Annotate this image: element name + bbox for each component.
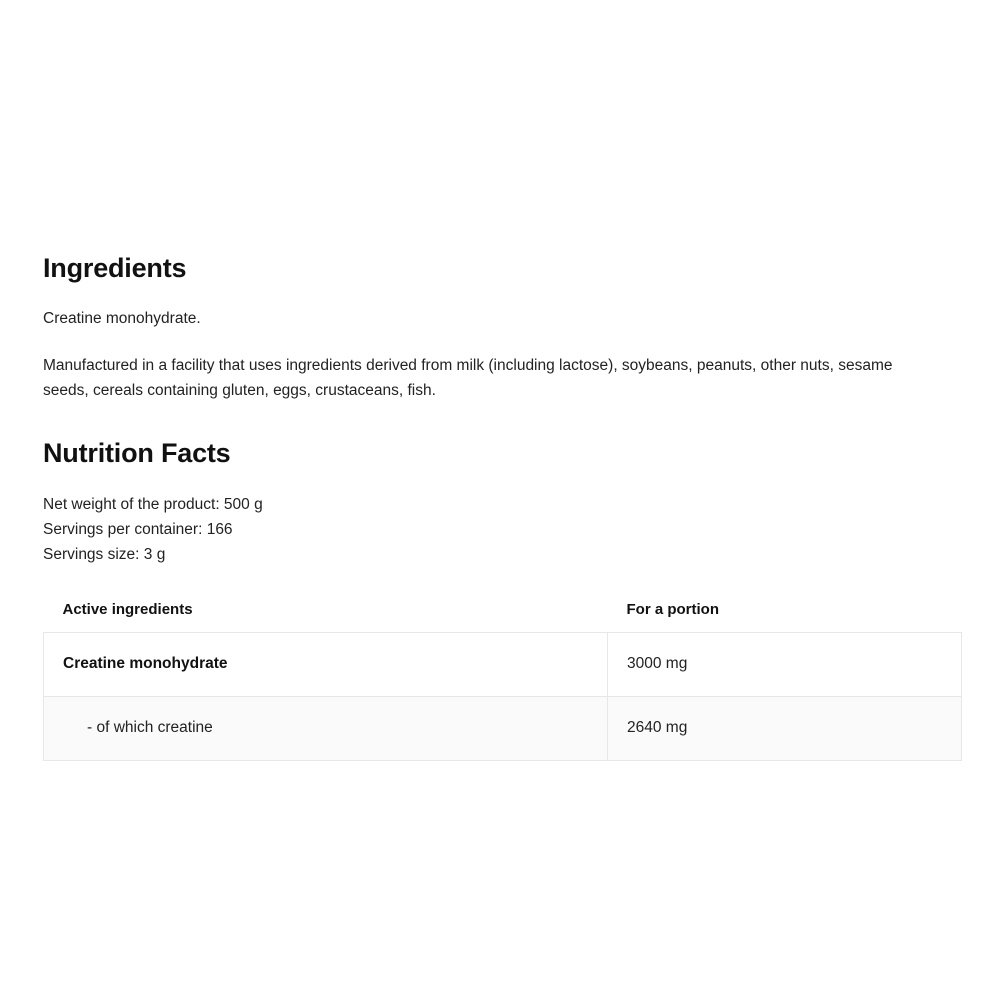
nutrition-facts-heading: Nutrition Facts [43, 438, 231, 469]
row-label: Creatine monohydrate [44, 632, 608, 696]
ingredients-heading: Ingredients [43, 253, 187, 283]
row-value: 3000 mg [608, 632, 962, 696]
nutrition-table-body [44, 632, 962, 760]
table-row [44, 632, 962, 696]
content-container [43, 252, 961, 761]
servings-per-container-line: Servings per container: 166 [43, 520, 233, 538]
allergen-warning-text: Manufactured in a facility that uses ingredients derived from milk (including lactose), soybeans, peanuts, other nuts, sesame seeds, cereals containing gluten, eggs, crustaceans, fish. [43, 357, 893, 400]
column-header-active-ingredients: Active ingredients [62, 600, 193, 618]
table-row [44, 696, 962, 760]
column-header-for-a-portion: For a portion [626, 600, 719, 618]
serving-info-block [43, 492, 961, 567]
net-weight-line: Net weight of the product: 500 g [43, 495, 263, 513]
nutrition-table [43, 591, 962, 761]
serving-size-line: Servings size: 3 g [43, 545, 166, 563]
row-label: - of which creatine [44, 696, 608, 760]
table-header-row [44, 591, 962, 633]
row-value: 2640 mg [608, 696, 962, 760]
ingredients-text: Creatine monohydrate. [43, 310, 201, 328]
nutrition-table-head [44, 591, 962, 633]
